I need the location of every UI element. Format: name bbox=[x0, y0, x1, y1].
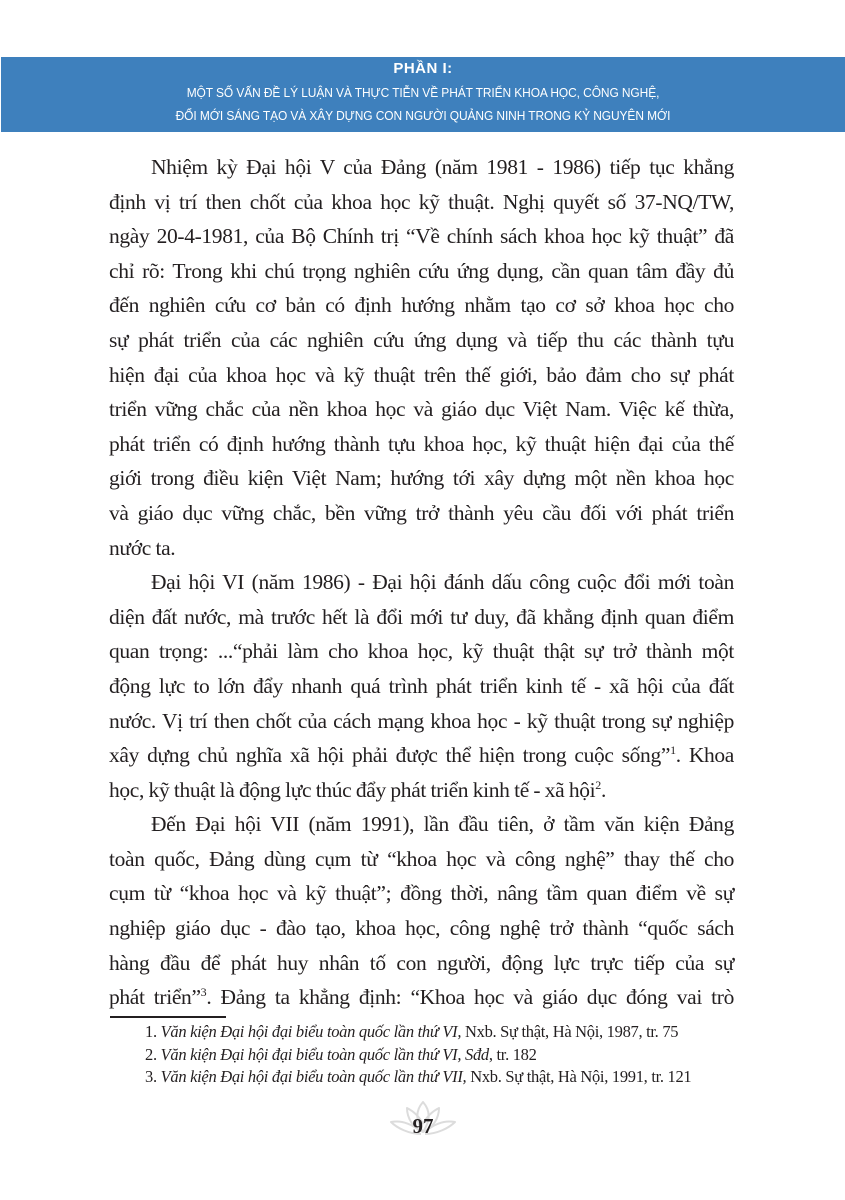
footnote-source: , tr. 182 bbox=[488, 1044, 537, 1064]
body-text bbox=[109, 150, 734, 1015]
text-line: Nhiệm kỳ Đại hội V của Đảng (năm 1981 - 1986) tiếp tục khẳng bbox=[151, 155, 734, 179]
text-line: động lực to lớn đẩy nhanh quá trình phát triển kinh tế - xã hội của đất bbox=[109, 673, 734, 698]
text-line: toàn quốc, Đảng dùng cụm từ “khoa học và công nghệ” thay thế cho bbox=[109, 846, 734, 871]
text-line: diện đất nước, mà trước hết là đổi mới tư duy, đã khẳng định quan điểm bbox=[109, 604, 734, 629]
text-line: triển vững chắc của nền khoa học và giáo dục Việt Nam. Việc kế thừa, bbox=[109, 397, 734, 422]
footnote-source: Nxb. Sự thật, Hà Nội, 1991, tr. 121 bbox=[466, 1067, 692, 1086]
text-run: xây dựng chủ nghĩa xã hội phải được thể hiện trong cuộc sống” bbox=[109, 743, 671, 768]
text-line: nước. Vị trí then chốt của cách mạng khoa học - kỹ thuật trong sự nghiệp bbox=[109, 708, 734, 733]
text-line: phát triển có định hướng thành tựu khoa học, kỹ thuật hiện đại của thế bbox=[109, 431, 734, 456]
page-number-emblem bbox=[387, 1098, 459, 1146]
banner-subtitle-line-1: MỘT SỐ VẤN ĐỀ LÝ LUẬN VÀ THỰC TIỄN VỀ PHÁT TRIỂN KHOA HỌC, CÔNG NGHỆ, bbox=[186, 85, 660, 100]
text-line: chỉ rõ: Trong khi chú trọng nghiên cứu ứng dụng, cần quan tâm đầy đủ bbox=[109, 258, 734, 283]
paragraph-1 bbox=[109, 150, 734, 565]
text-run: học, kỹ thuật là động lực thúc đẩy phát triển kinh tế - xã hội bbox=[109, 777, 596, 802]
footnote-ref-2[interactable]: 2 bbox=[595, 777, 601, 792]
footnote-ref-3[interactable]: 3 bbox=[200, 985, 207, 1000]
footnote-number: 2. bbox=[145, 1044, 161, 1064]
text-line: và giáo dục vững chắc, bền vững trở thành yêu cầu đối với phát triển bbox=[109, 500, 734, 525]
paragraph-3 bbox=[109, 807, 734, 1015]
text-line: cụm từ “khoa học và kỹ thuật”; đồng thời, nâng tầm quan điểm về sự bbox=[109, 881, 734, 906]
text-line: ngày 20-4-1981, của Bộ Chính trị “Về chính sách khoa học kỹ thuật” đã bbox=[109, 224, 734, 249]
footnote-1 bbox=[145, 1021, 745, 1044]
footnote-number: 1. bbox=[145, 1022, 161, 1041]
footnotes bbox=[145, 1021, 745, 1089]
text-line: hàng đầu để phát huy nhân tố con người, động lực trực tiếp của sự bbox=[109, 950, 734, 975]
text-line: nghiệp giáo dục - đào tạo, khoa học, công nghệ trở thành “quốc sách bbox=[109, 916, 734, 941]
section-banner bbox=[1, 57, 845, 132]
footnote-number: 3. bbox=[145, 1067, 161, 1086]
footnote-title: Văn kiện Đại hội đại biểu toàn quốc lần thứ VI, Sđd bbox=[160, 1044, 489, 1064]
text-line bbox=[109, 980, 734, 1015]
text-line: sự phát triển của các nghiên cứu ứng dụng và tiếp thu các thành tựu bbox=[109, 327, 734, 352]
text-run: . Đảng ta khẳng định: “Khoa học và giáo dục đóng vai trò bbox=[206, 985, 735, 1010]
text-line bbox=[109, 738, 734, 773]
text-line: giới trong điều kiện Việt Nam; hướng tới xây dựng một nền khoa học bbox=[109, 466, 734, 491]
footnote-separator bbox=[110, 1016, 226, 1018]
text-line: hiện đại của khoa học và kỹ thuật trên thế giới, bảo đảm cho sự phát bbox=[109, 362, 734, 387]
text-line: nước ta. bbox=[109, 535, 176, 560]
page-number: 97 bbox=[412, 1114, 434, 1138]
footnote-2 bbox=[145, 1044, 745, 1067]
paragraph-2 bbox=[109, 565, 734, 807]
text-line: quan trọng: ...“phải làm cho khoa học, kỹ thuật thật sự trở thành một bbox=[109, 639, 734, 664]
text-line: Đại hội VI (năm 1986) - Đại hội đánh dấu công cuộc đổi mới toàn bbox=[151, 570, 734, 595]
footnote-3 bbox=[145, 1066, 745, 1089]
text-line: định vị trí then chốt của khoa học kỹ thuật. Nghị quyết số 37-NQ/TW, bbox=[109, 189, 734, 214]
footnote-ref-1[interactable]: 1 bbox=[670, 743, 676, 758]
text-run: . bbox=[600, 777, 606, 802]
footnote-title: Văn kiện Đại hội đại biểu toàn quốc lần thứ VI, bbox=[160, 1022, 462, 1041]
footnote-title: Văn kiện Đại hội đại biểu toàn quốc lần thứ VII, bbox=[160, 1067, 467, 1086]
banner-subtitle-line-2: ĐỔI MỚI SÁNG TẠO VÀ XÂY DỰNG CON NGƯỜI QUẢNG NINH TRONG KỶ NGUYÊN MỚI bbox=[175, 108, 671, 123]
text-run: phát triển” bbox=[109, 985, 201, 1010]
text-line bbox=[109, 773, 734, 808]
text-run: . Khoa bbox=[675, 743, 734, 768]
footnote-source: Nxb. Sự thật, Hà Nội, 1987, tr. 75 bbox=[461, 1022, 679, 1041]
part-heading: PHẦN I: bbox=[393, 60, 453, 77]
text-line: đến nghiên cứu cơ bản có định hướng nhằm tạo cơ sở khoa học cho bbox=[109, 293, 734, 318]
text-line: Đến Đại hội VII (năm 1991), lần đầu tiên, ở tầm văn kiện Đảng bbox=[151, 812, 734, 837]
